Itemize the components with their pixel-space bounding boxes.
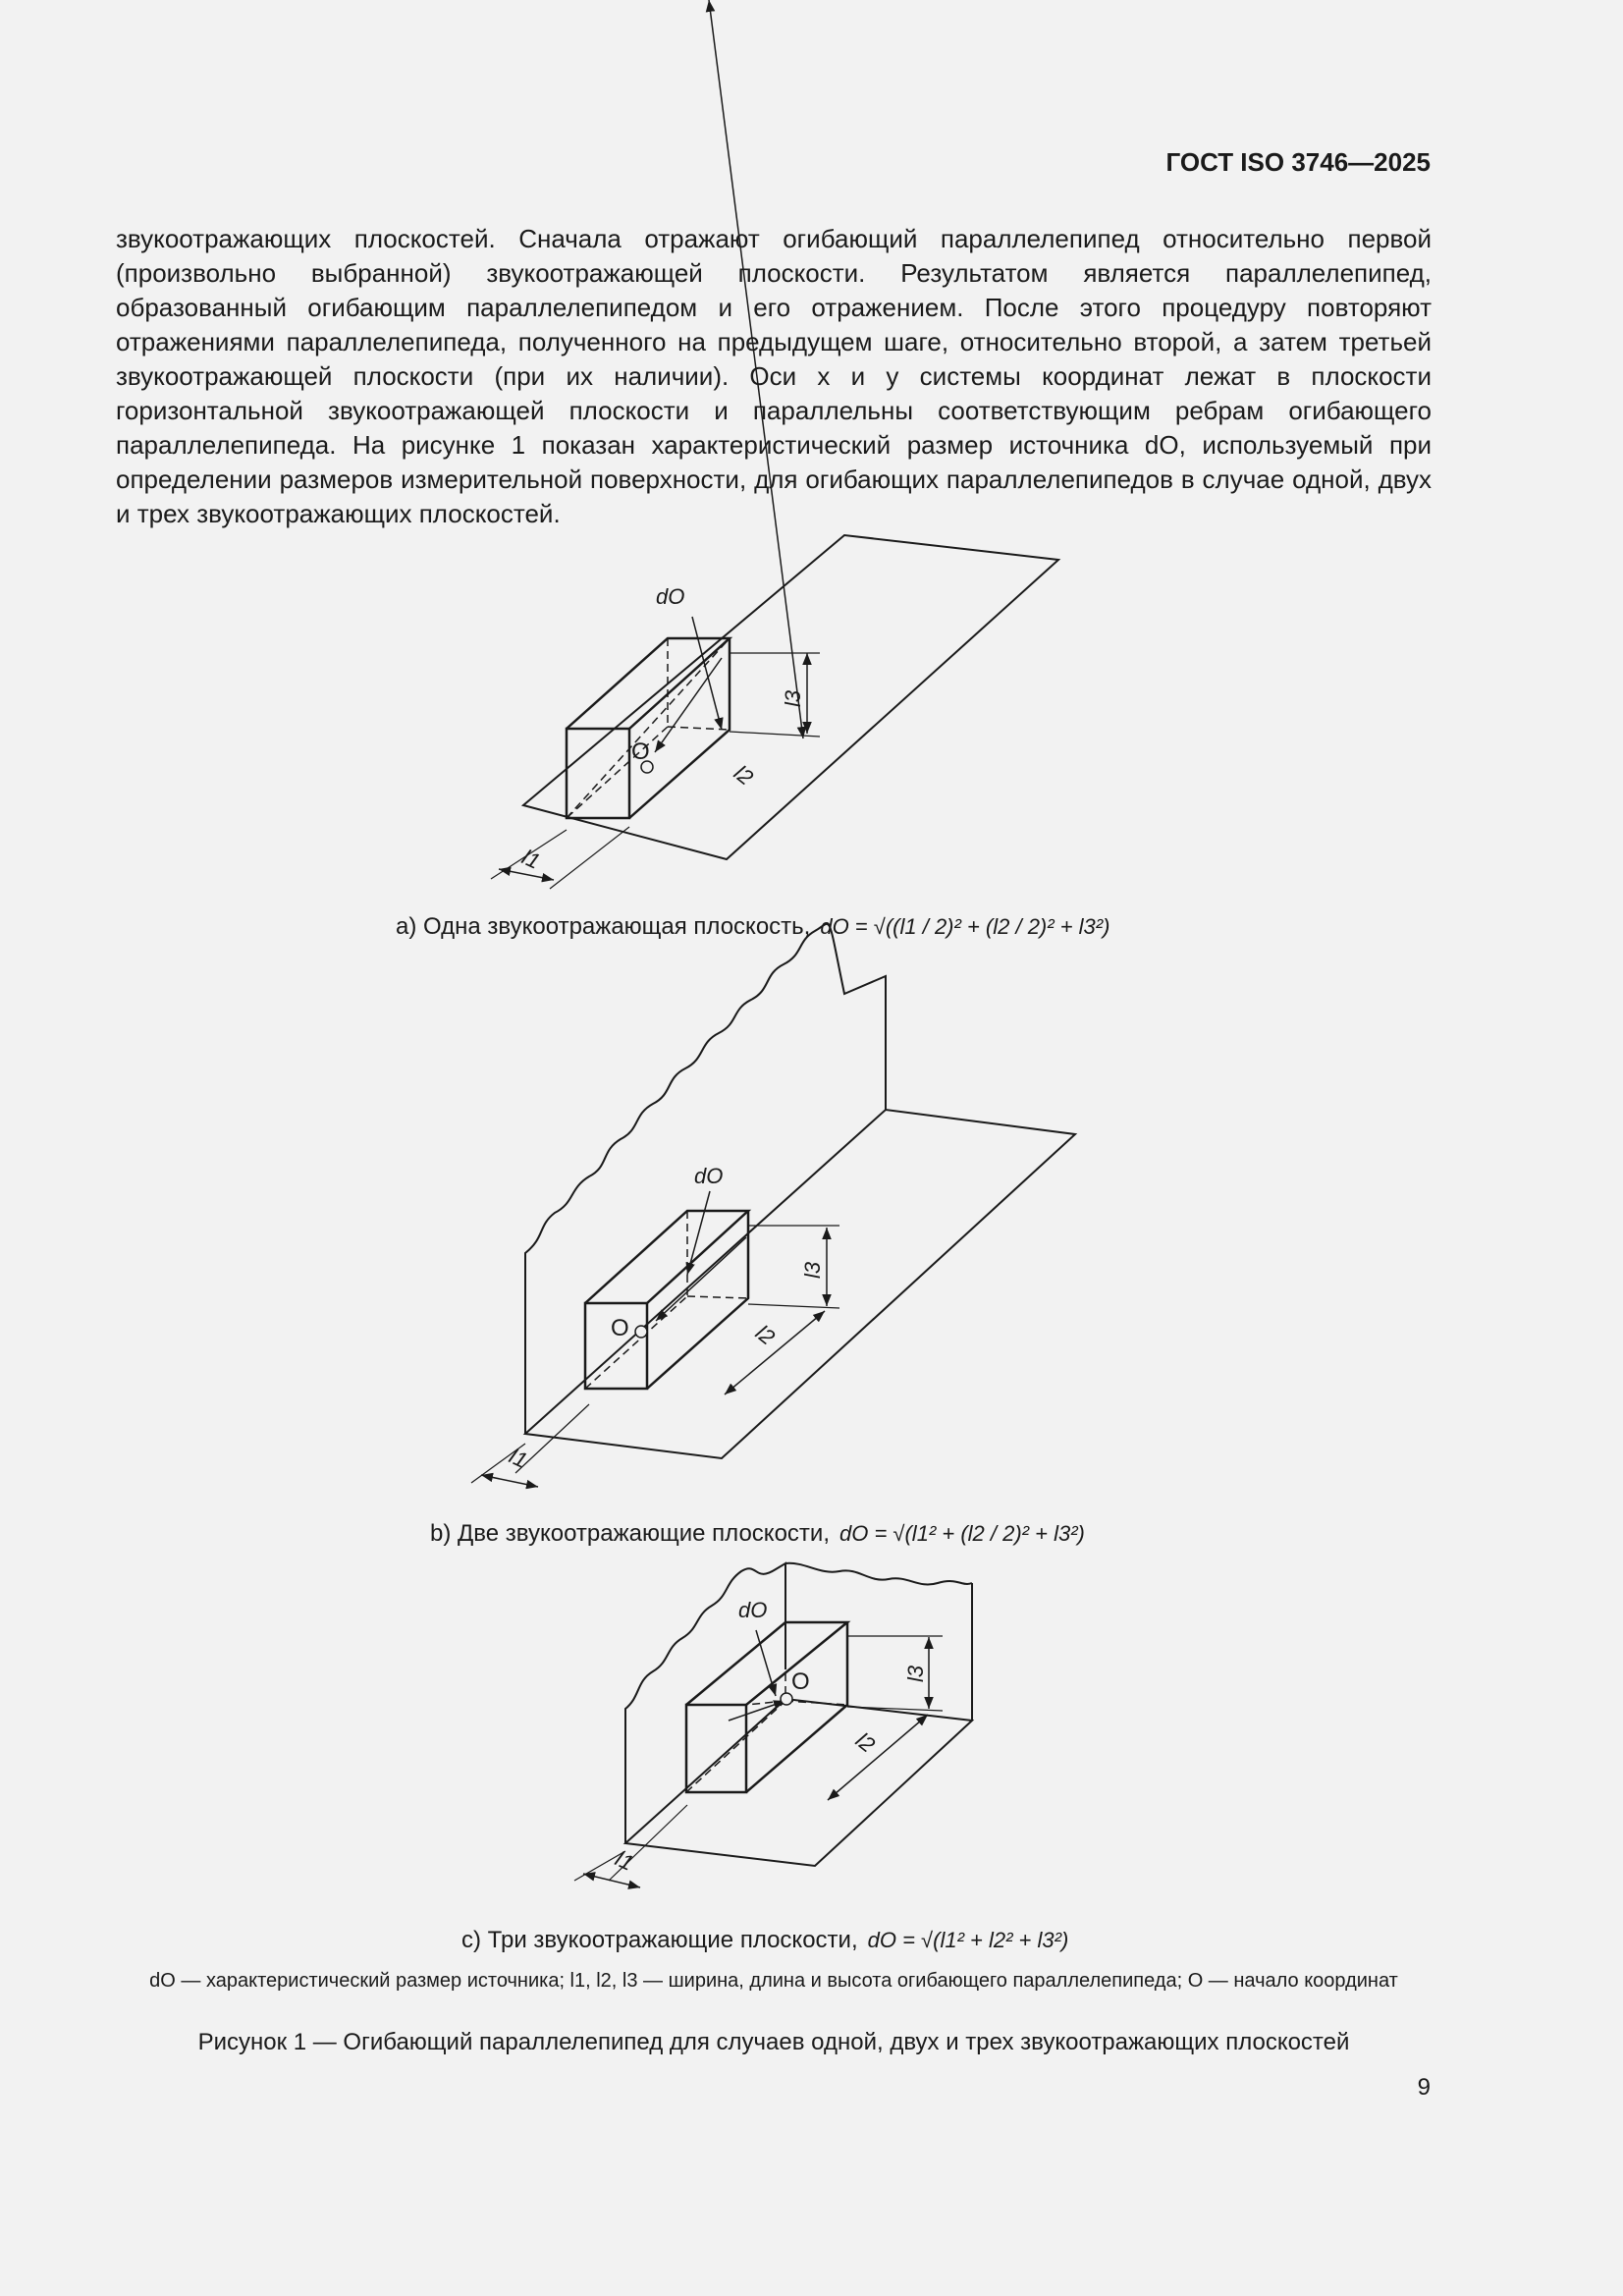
dim-l2-c	[828, 1715, 928, 1800]
box-c-top	[686, 1622, 847, 1705]
label-l3-b: l3	[800, 1261, 825, 1279]
box-b-top	[585, 1211, 748, 1303]
document-header: ГОСТ ISO 3746—2025	[1165, 147, 1431, 177]
dim-l1-a	[499, 869, 554, 880]
floor-plane-c	[625, 1699, 972, 1866]
label-origin-c: O	[791, 1668, 810, 1695]
dim-l1-b	[481, 1475, 538, 1487]
label-origin-a: O	[631, 738, 650, 765]
formula-b: dO = √(l1² + (l2 / 2)² + l3²)	[839, 1521, 1085, 1546]
caption-a-text: a) Одна звукоотражающая плоскость,	[396, 913, 811, 940]
formula-a: dO = √((l1 / 2)² + (l2 / 2)² + l3²)	[820, 914, 1110, 939]
page-number: 9	[1417, 2074, 1431, 2101]
caption-c-text: c) Три звукоотражающие плоскости,	[461, 1927, 858, 1953]
figure-panel-a	[491, 0, 1058, 889]
wavy-top-c	[785, 1563, 972, 1585]
caption-panel-a	[396, 913, 1109, 941]
caption-panel-c	[461, 1927, 1068, 1954]
label-l3-a: l3	[781, 689, 805, 707]
figure-panel-b	[471, 924, 1075, 1487]
label-origin-b: O	[611, 1315, 629, 1341]
body-paragraph: звукоотражающих плоскостей. Сначала отражают огибающий параллелепипед относительно первой (произвольно выбранной) звукоотражающей плоскости. Результатом является параллелепипед, образованный огибающим параллелепипедом и его отражением. После этого процедуру повторяют отражениями параллелепипеда, полученного на предыдущем шаге, относительно второй, а затем третьей звукоотражающей плоскости (при их наличии). Оси x и y системы координат лежат в плоскости горизонтальной звукоотражающей плоскости и параллельны соответствующим ребрам огибающего параллелепипеда. На рисунке 1 показан характеристический размер источника dO, используемый при определении размеров измерительной поверхности, для огибающих параллелепипедов в случае одной, двух и трех звукоотражающих плоскостей.	[116, 224, 1432, 528]
origin-point-b	[635, 1326, 647, 1338]
label-l1-b: l1	[505, 1443, 531, 1473]
label-l1-a: l1	[517, 844, 544, 874]
label-l2-b: l2	[750, 1320, 780, 1350]
label-l2-c: l2	[850, 1727, 880, 1758]
caption-panel-b	[430, 1520, 1085, 1548]
label-l2-a: l2	[729, 760, 758, 791]
wavy-wall-edge-b	[525, 924, 886, 1298]
figure-panel-c	[574, 1563, 972, 1887]
pointer-b	[687, 1191, 710, 1275]
box-a-side	[629, 638, 730, 818]
pointer-a2	[655, 658, 722, 752]
label-d-c: dO	[738, 1598, 768, 1622]
caption-b-text: b) Две звукоотражающие плоскости,	[430, 1520, 830, 1547]
dim-l2-b	[725, 1311, 825, 1394]
figure-title: Рисунок 1 — Огибающий параллелепипед для случаев одной, двух и трех звукоотражающих плоскостей	[197, 2029, 1350, 2055]
dim-l1-c	[583, 1874, 640, 1887]
formula-c: dO = √(l1² + l2² + l3²)	[867, 1928, 1069, 1952]
figure-legend: dO — характеристический размер источника; l1, l2, l3 — ширина, длина и высота огибающего параллелепипеда; O — начало координат	[149, 1970, 1398, 1992]
dim-l2-a	[709, 0, 803, 738]
label-d-a: dO	[656, 584, 685, 609]
label-l3-c: l3	[903, 1665, 928, 1682]
label-l1-c: l1	[611, 1845, 637, 1876]
pointer-a	[692, 617, 722, 730]
box-b-hidden	[585, 1211, 748, 1389]
label-d-b: dO	[694, 1164, 724, 1188]
pointer-b2	[656, 1237, 746, 1321]
extension-lines-b	[471, 1226, 839, 1483]
